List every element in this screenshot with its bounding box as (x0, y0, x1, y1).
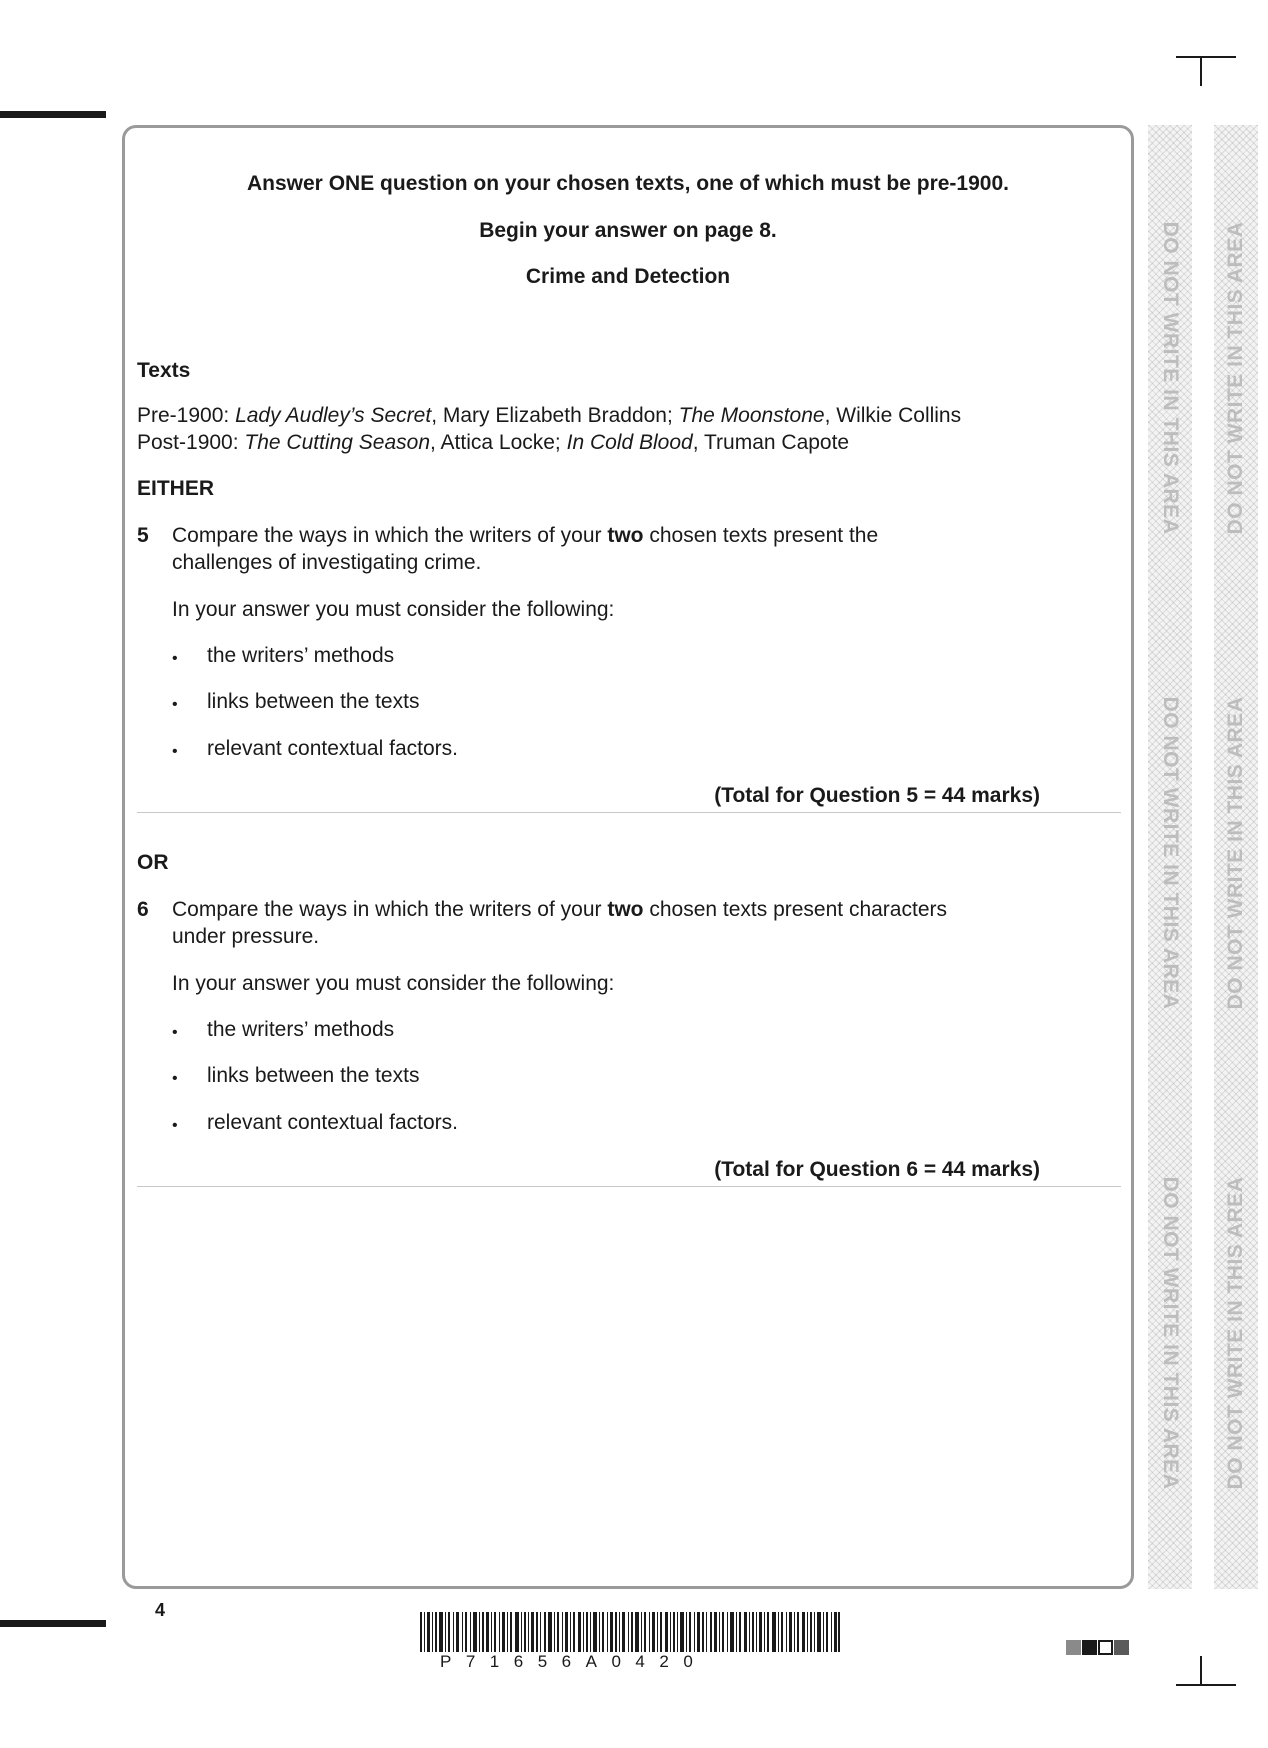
post-author-1: , Attica Locke; (430, 431, 567, 454)
post-label: Post-1900: (137, 431, 245, 454)
crop-mark-top-h (1176, 56, 1236, 58)
question-6-bullet-2: links between the texts (207, 1064, 420, 1087)
bullet-dot: • (172, 650, 178, 667)
question-5-bullet-3: relevant contextual factors. (207, 737, 458, 760)
bullet-dot: • (172, 1117, 178, 1134)
question-5-number: 5 (137, 524, 149, 547)
margin-warning-inner-3: DO NOT WRITE IN THIS AREA (1159, 1176, 1182, 1490)
bullet-dot: • (172, 1024, 178, 1041)
post-author-2: , Truman Capote (692, 431, 850, 454)
question-5-bullet-1: the writers’ methods (207, 644, 395, 667)
pre-1900-texts (137, 402, 961, 429)
barcode (420, 1612, 840, 1652)
instruction-text: Answer ONE question on your chosen texts, one of which must be pre-1900. (247, 172, 1009, 195)
pre-label: Pre-1900: (137, 404, 236, 427)
texts-heading: Texts (137, 359, 191, 382)
bullet-dot: • (172, 743, 178, 760)
begin-answer-text: Begin your answer on page 8. (479, 219, 777, 242)
question-6-bullet-3: relevant contextual factors. (207, 1111, 458, 1134)
margin-warning-outer-3: DO NOT WRITE IN THIS AREA (1224, 1176, 1247, 1490)
topic-title: Crime and Detection (525, 265, 731, 288)
page-number: 4 (155, 1600, 166, 1620)
question-frame (122, 125, 1134, 1589)
post-1900-texts (137, 429, 849, 456)
question-6-emphasis: two (607, 898, 644, 921)
question-6-line-2: under pressure. (172, 925, 320, 948)
question-5-bullet-2: links between the texts (207, 690, 420, 713)
margin-warning-inner-1: DO NOT WRITE IN THIS AREA (1159, 221, 1182, 535)
question-6-text-a: Compare the ways in which the writers of your (172, 898, 608, 921)
question-5-divider (137, 812, 1121, 813)
crop-mark-bottom-h (1176, 1684, 1236, 1686)
page-marker-square-3 (1098, 1640, 1113, 1655)
left-registration-bar-top (0, 111, 106, 118)
left-registration-bar-bottom (0, 1620, 106, 1627)
question-6-line-1 (172, 896, 947, 923)
bullet-dot: • (172, 696, 178, 713)
question-6-text-b: chosen texts present characters (643, 898, 947, 921)
question-5-line-1 (172, 522, 878, 549)
question-6-number: 6 (137, 898, 149, 921)
crop-mark-bottom-v (1200, 1656, 1202, 1686)
question-5-total: (Total for Question 5 = 44 marks) (714, 784, 1040, 807)
margin-warning-inner-2: DO NOT WRITE IN THIS AREA (1159, 696, 1182, 1010)
page-marker-square-2 (1082, 1640, 1097, 1655)
question-5-text-b: chosen texts present the (643, 524, 879, 547)
question-5-consider: In your answer you must consider the following: (172, 598, 615, 621)
barcode-number: P71656A0420 (440, 1652, 708, 1671)
pre-author-2: , Wilkie Collins (824, 404, 962, 427)
crop-mark-top-v (1200, 56, 1202, 86)
bullet-dot: • (172, 1070, 178, 1087)
question-6-consider: In your answer you must consider the following: (172, 972, 615, 995)
or-label: OR (137, 851, 169, 874)
question-5-text-a: Compare the ways in which the writers of your (172, 524, 608, 547)
question-5-line-2: challenges of investigating crime. (172, 551, 482, 574)
question-6-bullet-1: the writers’ methods (207, 1018, 395, 1041)
page-marker-square-4 (1114, 1640, 1129, 1655)
post-title-1: The Cutting Season (244, 431, 431, 454)
question-6-divider (137, 1186, 1121, 1187)
pre-author-1: , Mary Elizabeth Braddon; (431, 404, 679, 427)
post-title-2: In Cold Blood (566, 431, 693, 454)
question-5-emphasis: two (607, 524, 644, 547)
pre-title-2: The Moonstone (678, 404, 825, 427)
pre-title-1: Lady Audley’s Secret (235, 404, 432, 427)
either-label: EITHER (137, 477, 215, 500)
question-6-total: (Total for Question 6 = 44 marks) (714, 1158, 1040, 1181)
margin-warning-outer-2: DO NOT WRITE IN THIS AREA (1224, 696, 1247, 1010)
page-marker-square-1 (1066, 1640, 1081, 1655)
margin-warning-outer-1: DO NOT WRITE IN THIS AREA (1224, 221, 1247, 535)
